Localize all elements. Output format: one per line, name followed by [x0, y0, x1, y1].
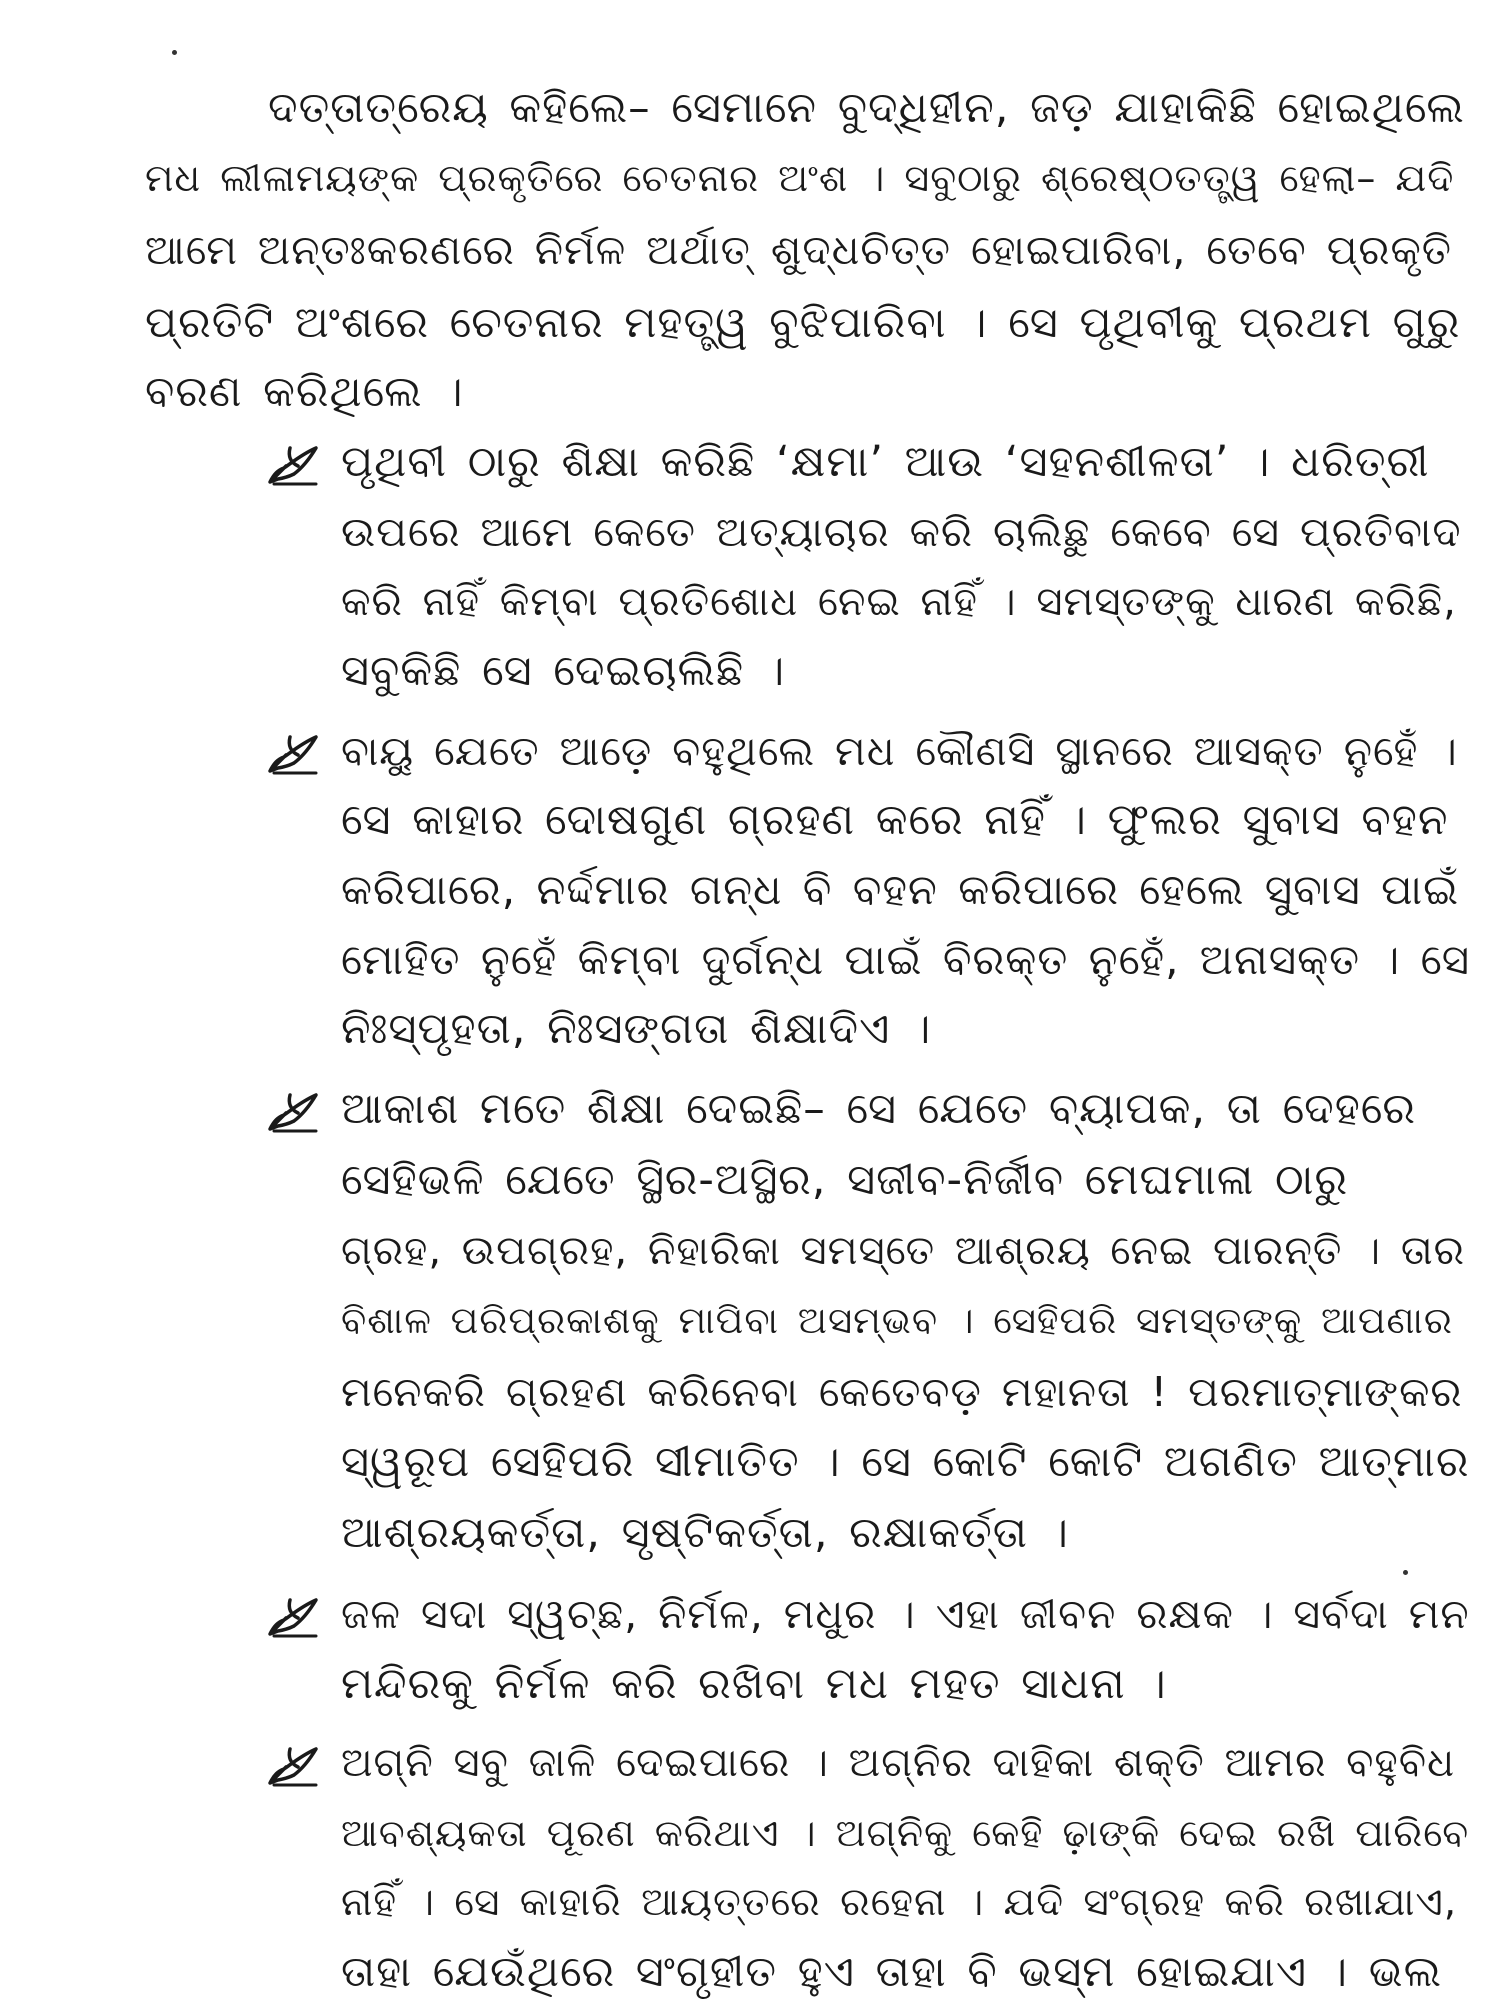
- bullet-line: ସ୍ୱରୂପ ସେହିପରି ସୀମାତିତ । ସେ କୋଟି କୋଟି ଅଗଣିତ ଆତ୍ମାର: [341, 1437, 1470, 1487]
- bullet-line: ମୋହିତ ନୁହେଁ କିମ୍ବା ଦୁର୍ଗନ୍ଧ ପାଇଁ ବିରକ୍ତ ନୁହେଁ, ଅନାସକ୍ତ । ସେ: [341, 935, 1471, 984]
- ink-speck: [1403, 1570, 1408, 1575]
- bullet-line: ମନ୍ଦିରକୁ ନିର୍ମଳ କରି ରଖିବା ମଧ ମହତ ସାଧନା ।: [341, 1659, 1167, 1709]
- bullet-line: ଆବଶ୍ୟକତା ପୂରଣ କରିଥାଏ । ଅଗ୍ନିକୁ କେହି ଢ଼ାଙ୍କି ଦେଇ ରଖି ପାରିବେ: [341, 1811, 1470, 1855]
- pen-nib-icon: [268, 1091, 322, 1133]
- bullet-line: ଅଗ୍ନି ସବୁ ଜାଳି ଦେଇପାରେ । ଅଗ୍ନିର ଦାହିକା ଶକ୍ତି ଆମର ବହୁବିଧ: [341, 1740, 1456, 1786]
- intro-line: ଆମେ ଅନ୍ତଃକରଣରେ ନିର୍ମଳ ଅର୍ଥାତ୍ ଶୁଦ୍ଧଚିତ୍ତ ହୋଇପାରିବା, ତେବେ ପ୍ରକୃତି: [145, 226, 1452, 274]
- intro-line: ଦତ୍ତାତ୍ରେୟ କହିଲେ– ସେମାନେ ବୁଦ୍ଧିହୀନ, ଜଡ଼ ଯାହାକିଛି ହୋଇଥିଲେ: [268, 83, 1465, 133]
- bullet-line: ଆକାଶ ମତେ ଶିକ୍ଷା ଦେଇଛି– ସେ ଯେତେ ବ୍ୟାପକ, ତା ଦେହରେ: [341, 1084, 1416, 1134]
- bullet-line: ସବୁକିଛି ସେ ଦେଇଚାଲିଛି ।: [341, 646, 786, 696]
- pen-nib-icon: [268, 444, 322, 486]
- bullet-line: ଉପରେ ଆମେ କେତେ ଅତ୍ୟାଚାର କରି ଚାଲିଛୁ କେବେ ସେ ପ୍ରତିବାଦ: [341, 508, 1462, 556]
- pen-nib-icon: [268, 1745, 322, 1787]
- ink-speck: [172, 50, 177, 55]
- bullet-line: ତାହା ଯେଉଁଥିରେ ସଂଗୃହୀତ ହୁଏ ତାହା ବି ଭସ୍ମ ହୋଇଯାଏ । ଭଲ: [341, 1947, 1442, 1997]
- pen-nib-icon: [268, 1596, 322, 1638]
- bullet-line: ମନେକରି ଗ୍ରହଣ କରିନେବା କେତେବଡ଼ ମହାନତା ! ପରମାତ୍ମାଙ୍କର: [341, 1368, 1463, 1416]
- bullet-line: ସେ କାହାର ଦୋଷଗୁଣ ଗ୍ରହଣ କରେ ନାହିଁ । ଫୁଲର ସୁବାସ ବହନ: [341, 795, 1449, 845]
- bullet-line: ଗ୍ରହ, ଉପଗ୍ରହ, ନିହାରିକା ସମସ୍ତେ ଆଶ୍ରୟ ନେଇ ପାରନ୍ତି । ତାର: [341, 1228, 1465, 1274]
- pen-nib-icon: [268, 733, 322, 775]
- bullet-line: ଜଳ ସଦା ସ୍ୱଚ୍ଛ, ନିର୍ମଳ, ମଧୁର । ଏହା ଜୀବନ ରକ୍ଷକ । ସର୍ବଦା ମନ: [341, 1590, 1470, 1638]
- bullet-line: କରି ନାହିଁ କିମ୍ବା ପ୍ରତିଶୋଧ ନେଇ ନାହିଁ । ସମସ୍ତଙ୍କୁ ଧାରଣ କରିଛି,: [341, 579, 1457, 625]
- bullet-line: ଆଶ୍ରୟକର୍ତ୍ତା, ସୃଷ୍ଟିକର୍ତ୍ତା, ରକ୍ଷାକର୍ତ୍ତା ।: [341, 1508, 1069, 1558]
- bullet-line: ନାହିଁ । ସେ କାହାରି ଆୟତ୍ତରେ ରହେନା । ଯଦି ସଂଗ୍ରହ କରି ରଖାଯାଏ,: [341, 1880, 1458, 1925]
- bullet-line: ପୃଥିବୀ ଠାରୁ ଶିକ୍ଷା କରିଛି ‘କ୍ଷମା’ ଆଉ ‘ସହନଶୀଳତା’ । ଧରିତ୍ରୀ: [341, 437, 1430, 487]
- bullet-line: ବିଶାଳ ପରିପ୍ରକାଶକୁ ମାପିବା ଅସମ୍ଭବ । ସେହିପରି ସମସ୍ତଙ୍କୁ ଆପଣାର: [341, 1299, 1453, 1342]
- bullet-line: ସେହିଭଳି ଯେତେ ସ୍ଥିର-ଅସ୍ଥିର, ସଜୀବ-ନିର୍ଜୀବ ମେଘମାଳା ଠାରୁ: [341, 1155, 1349, 1205]
- bullet-line: ନିଃସ୍ପୃହତା, ନିଃସଙ୍ଗତା ଶିକ୍ଷାଦିଏ ।: [341, 1004, 932, 1054]
- intro-line: ବରଣ କରିଥିଲେ ।: [145, 367, 464, 417]
- intro-line: ପ୍ରତିଟି ଅଂଶରେ ଚେତନାର ମହତ୍ତ୍ୱ ବୁଝିପାରିବା । ସେ ପୃଥିବୀକୁ ପ୍ରଥମ ଗୁରୁ: [145, 298, 1461, 348]
- intro-line: ମଧ ଲୀଳାମୟଙ୍କ ପ୍ରକୃତିରେ ଚେତନାର ଅଂଶ । ସବୁଠାରୁ ଶ୍ରେଷ୍ଠତତ୍ତ୍ୱ ହେଲା– ଯଦି: [145, 156, 1455, 200]
- bullet-line: କରିପାରେ, ନର୍ଦ୍ଦମାର ଗନ୍ଧ ବି ବହନ କରିପାରେ ହେଲେ ସୁବାସ ପାଇଁ: [341, 865, 1460, 914]
- bullet-line: ବାୟୁ ଯେତେ ଆଡ଼େ ବହୁଥିଲେ ମଧ କୌଣସି ସ୍ଥାନରେ ଆସକ୍ତ ନୁହେଁ ।: [341, 727, 1458, 775]
